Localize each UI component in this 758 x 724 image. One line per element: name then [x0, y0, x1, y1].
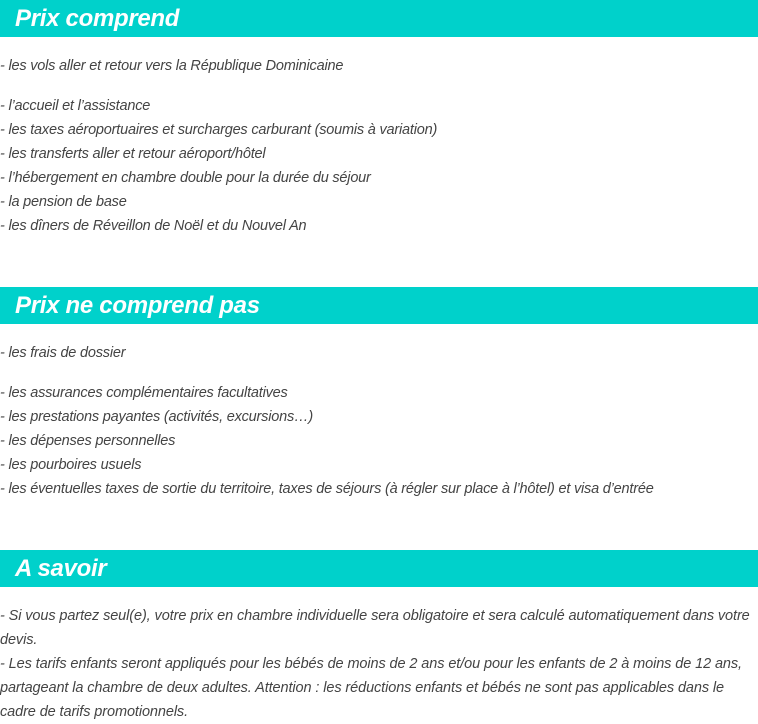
section-header-prix-comprend — [0, 0, 758, 37]
included-item: - les transferts aller et retour aéroport/hôtel — [0, 146, 266, 162]
excluded-item: - les éventuelles taxes de sortie du territoire, taxes de séjours (à régler sur place à l’hôtel) et visa d’entrée — [0, 481, 654, 497]
included-item: - les vols aller et retour vers la République Dominicaine — [0, 58, 344, 74]
included-item: - la pension de base — [0, 194, 127, 210]
section-title: Prix ne comprend pas — [15, 292, 260, 319]
excluded-item: - les prestations payantes (activités, excursions…) — [0, 409, 313, 425]
excluded-item: - les assurances complémentaires facultatives — [0, 385, 288, 401]
section-header-prix-ne-comprend-pas — [0, 287, 758, 324]
section-title: Prix comprend — [15, 5, 180, 32]
excluded-item: - les frais de dossier — [0, 345, 126, 361]
excluded-item: - les pourboires usuels — [0, 457, 142, 473]
excluded-item: - les dépenses personnelles — [0, 433, 176, 449]
section-title: A savoir — [15, 555, 107, 582]
included-item: - les dîners de Réveillon de Noël et du Nouvel An — [0, 218, 307, 234]
included-item: - l’accueil et l’assistance — [0, 98, 151, 114]
info-paragraph: - Les tarifs enfants seront appliqués pour les bébés de moins de 2 ans et/ou pour les enfants de 2 à moins de 12 ans, partageant la chambre de deux adultes. Attention : les réductions enfants et bébés ne sont pas applicables dans le cadre de tarifs promotionnels. — [0, 656, 742, 720]
included-item: - les taxes aéroportuaires et surcharges carburant (soumis à variation) — [0, 122, 438, 138]
included-item: - l’hébergement en chambre double pour la durée du séjour — [0, 170, 371, 186]
section-header-a-savoir — [0, 550, 758, 587]
info-paragraph: - Si vous partez seul(e), votre prix en chambre individuelle sera obligatoire et sera calculé automatiquement dans votre devis. — [0, 608, 750, 648]
